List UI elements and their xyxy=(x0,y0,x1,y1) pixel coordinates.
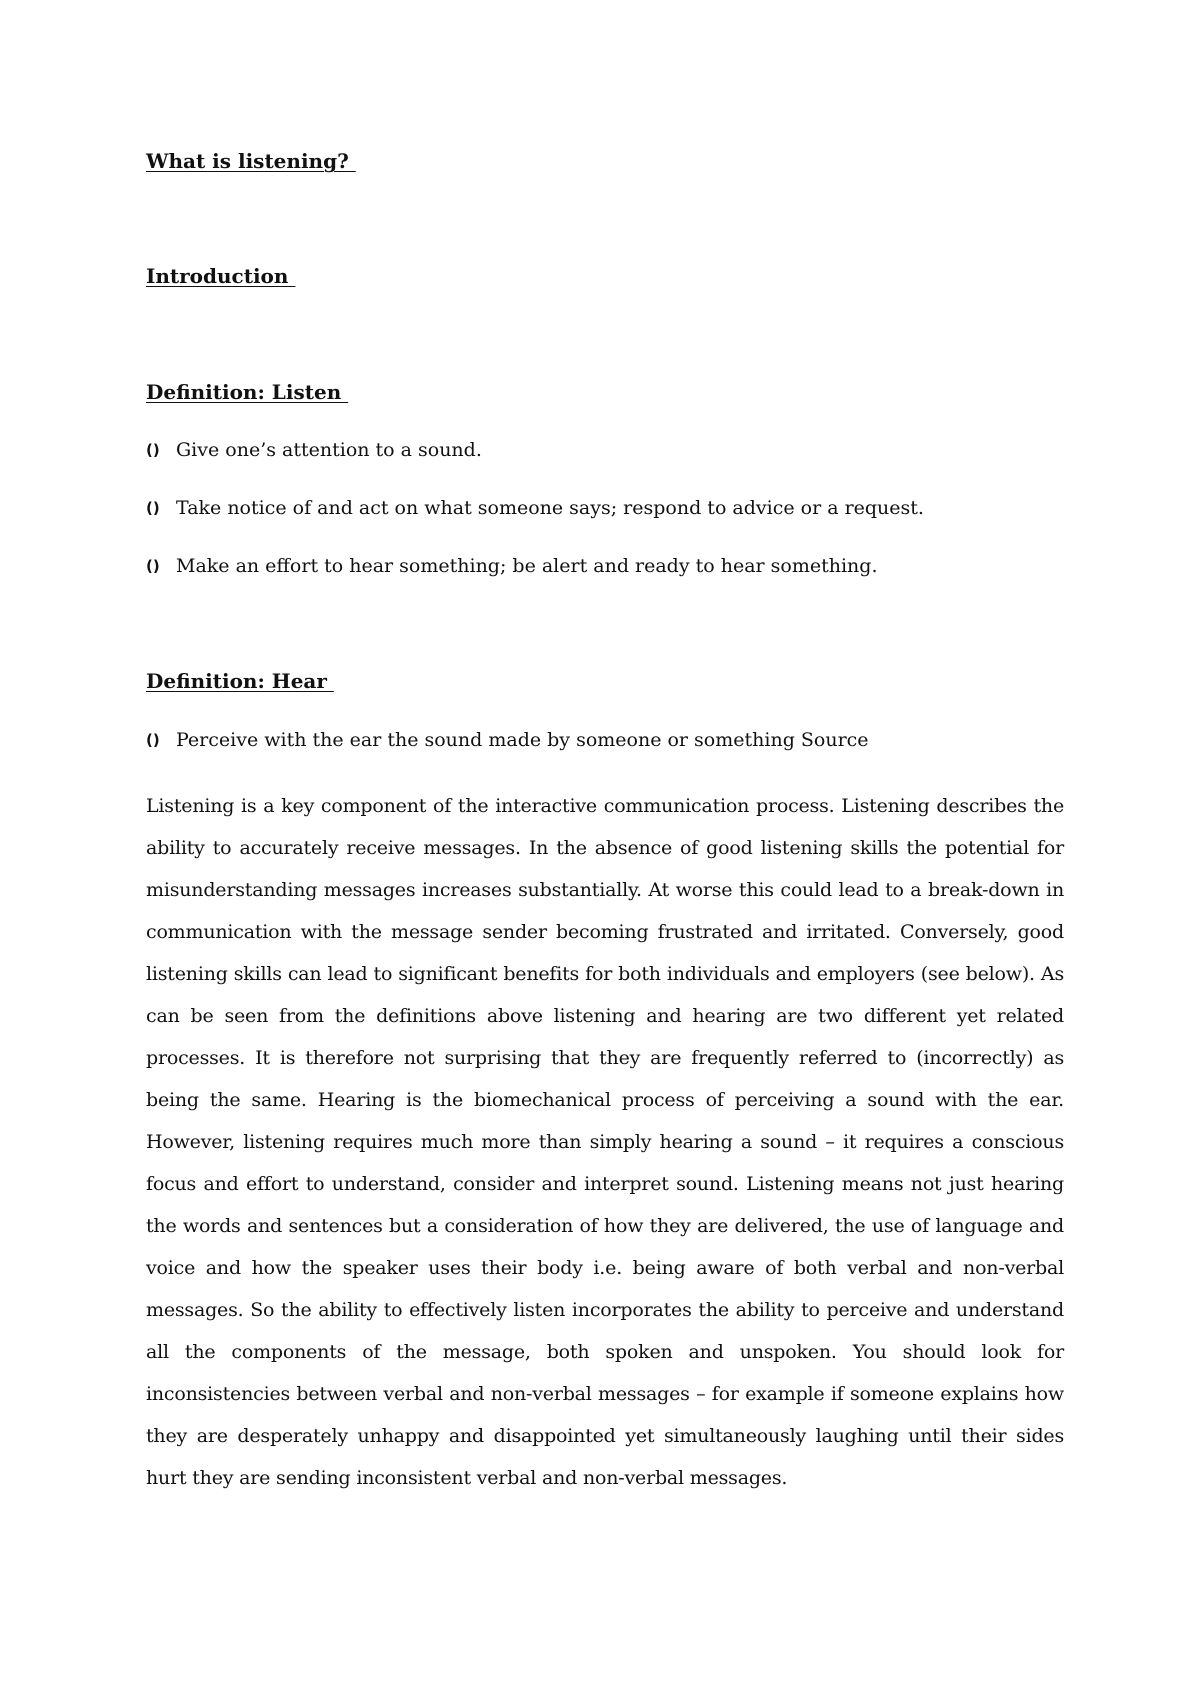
listen-bullet-text: Give one’s attention to a sound. xyxy=(176,439,482,461)
bullet-icon: () xyxy=(146,731,160,749)
listen-bullet-text: Make an effort to hear something; be alert and ready to hear something. xyxy=(176,555,878,577)
hear-bullet-item xyxy=(146,728,869,752)
document-title: What is listening? xyxy=(146,149,356,173)
hear-definition-heading: Definition: Hear xyxy=(146,669,334,693)
listen-bullet-text: Take notice of and act on what someone says; respond to advice or a request. xyxy=(176,497,924,519)
body-paragraph: Listening is a key component of the interactive communication process. Listening describes the ability to accurately receive messages. In the absence of good listening skills the potential for misunderstanding messages increases substantially. At worse this could lead to a break-down in communication with the message sender becoming frustrated and irritated. Conversely, good listening skills can lead to significant benefits for both individuals and employers (see below). As can be seen from the definitions above listening and hearing are two different yet related processes. It is therefore not surprising that they are frequently referred to (incorrectly) as being the same. Hearing is the biomechanical process of perceiving a sound with the ear. However, listening requires much more than simply hearing a sound – it requires a conscious focus and effort to understand, consider and interpret sound. Listening means not just hearing the words and sentences but a consideration of how they are delivered, the use of language and voice and how the speaker uses their body i.e. being aware of both verbal and non-verbal messages. So the ability to effectively listen incorporates the ability to perceive and understand all the components of the message, both spoken and unspoken. You should look for inconsistencies between verbal and non-verbal messages – for example if someone explains how they are desperately unhappy and disappointed yet simultaneously laughing until their sides hurt they are sending inconsistent verbal and non-verbal messages. xyxy=(146,795,1064,1489)
listen-bullet-item xyxy=(146,438,482,462)
hear-bullet-text: Perceive with the ear the sound made by someone or something Source xyxy=(176,729,869,751)
listen-definition-heading: Definition: Listen xyxy=(146,380,349,404)
bullet-icon: () xyxy=(146,441,160,459)
bullet-icon: () xyxy=(146,557,160,575)
listen-bullet-item xyxy=(146,554,878,578)
listen-bullet-item xyxy=(146,496,924,520)
introduction-heading: Introduction xyxy=(146,264,296,288)
bullet-icon: () xyxy=(146,499,160,517)
